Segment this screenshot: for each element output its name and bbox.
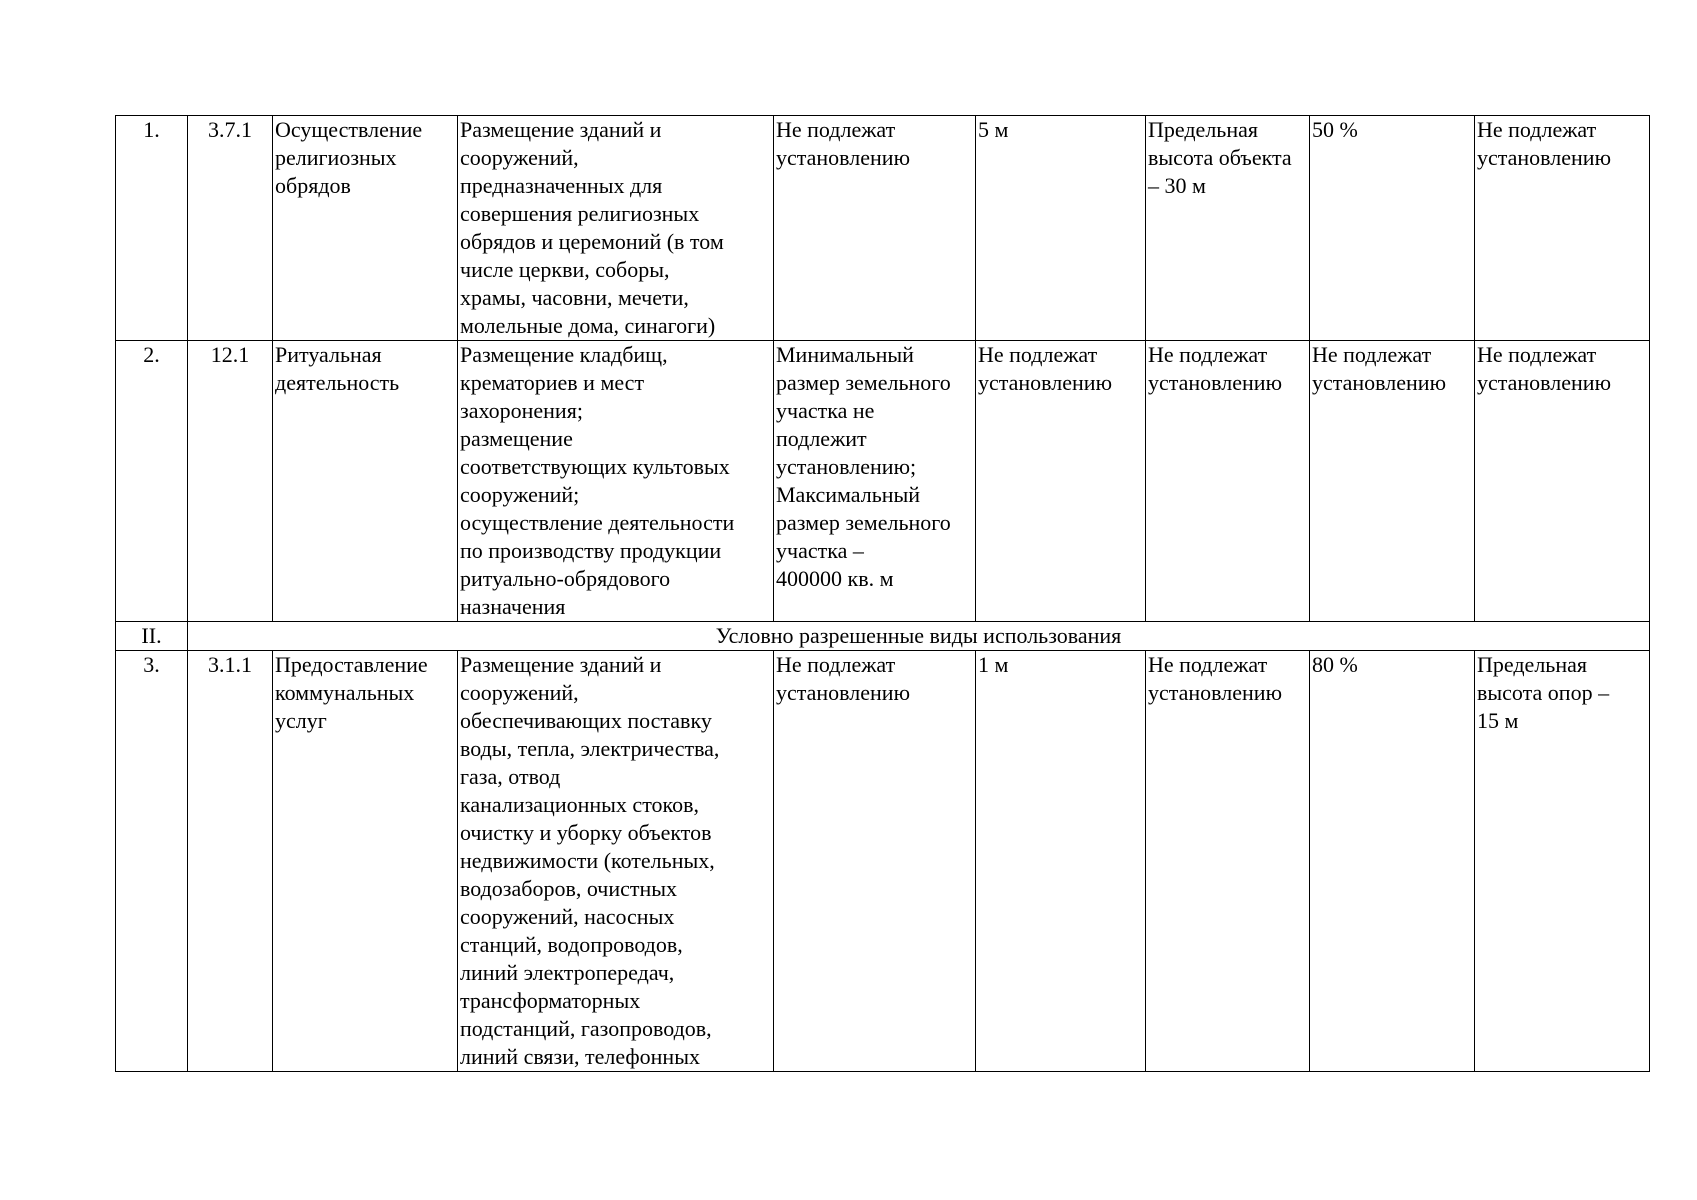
use-name: Осуществление религиозных обрядов [273, 116, 458, 341]
other-parameters: Предельная высота опор – 15 м [1475, 651, 1650, 1072]
max-coverage: 50 % [1310, 116, 1475, 341]
zoning-regulations-table [115, 115, 1650, 1072]
height-limit: Не подлежат установлению [1146, 341, 1310, 622]
minimum-setback: 5 м [976, 116, 1146, 341]
use-code: 3.7.1 [188, 116, 273, 341]
height-limit: Предельная высота объекта – 30 м [1146, 116, 1310, 341]
plot-size-limits: Не подлежат установлению [774, 651, 976, 1072]
table-row [116, 116, 1650, 341]
use-name: Ритуальная деятельность [273, 341, 458, 622]
use-description: Размещение кладбищ, крематориев и мест захоронения; размещение соответствующих культовых сооружений; осуществление деятельности по производству продукции ритуально-обрядового назначения [458, 341, 774, 622]
section-number: II. [116, 622, 188, 651]
section-title: Условно разрешенные виды использования [188, 622, 1650, 651]
height-limit: Не подлежат установлению [1146, 651, 1310, 1072]
minimum-setback: 1 м [976, 651, 1146, 1072]
row-number: 3. [116, 651, 188, 1072]
table-row [116, 651, 1650, 1072]
table-row [116, 341, 1650, 622]
max-coverage: Не подлежат установлению [1310, 341, 1475, 622]
other-parameters: Не подлежат установлению [1475, 341, 1650, 622]
use-name: Предоставление коммунальных услуг [273, 651, 458, 1072]
row-number: 1. [116, 116, 188, 341]
use-description: Размещение зданий и сооружений, обеспечивающих поставку воды, тепла, электричества, газа, отвод канализационных стоков, очистку и уборку объектов недвижимости (котельных, водозаборов, очистных сооружений, насосных станций, водопроводов, линий электропередач, трансформаторных подстанций, газопроводов, линий связи, телефонных [458, 651, 774, 1072]
use-code: 12.1 [188, 341, 273, 622]
row-number: 2. [116, 341, 188, 622]
use-description: Размещение зданий и сооружений, предназначенных для совершения религиозных обрядов и церемоний (в том числе церкви, соборы, храмы, часовни, мечети, молельные дома, синагоги) [458, 116, 774, 341]
max-coverage: 80 % [1310, 651, 1475, 1072]
minimum-setback: Не подлежат установлению [976, 341, 1146, 622]
plot-size-limits: Не подлежат установлению [774, 116, 976, 341]
section-header-row [116, 622, 1650, 651]
use-code: 3.1.1 [188, 651, 273, 1072]
plot-size-limits: Минимальный размер земельного участка не подлежит установлению; Максимальный размер земельного участка – 400000 кв. м [774, 341, 976, 622]
other-parameters: Не подлежат установлению [1475, 116, 1650, 341]
